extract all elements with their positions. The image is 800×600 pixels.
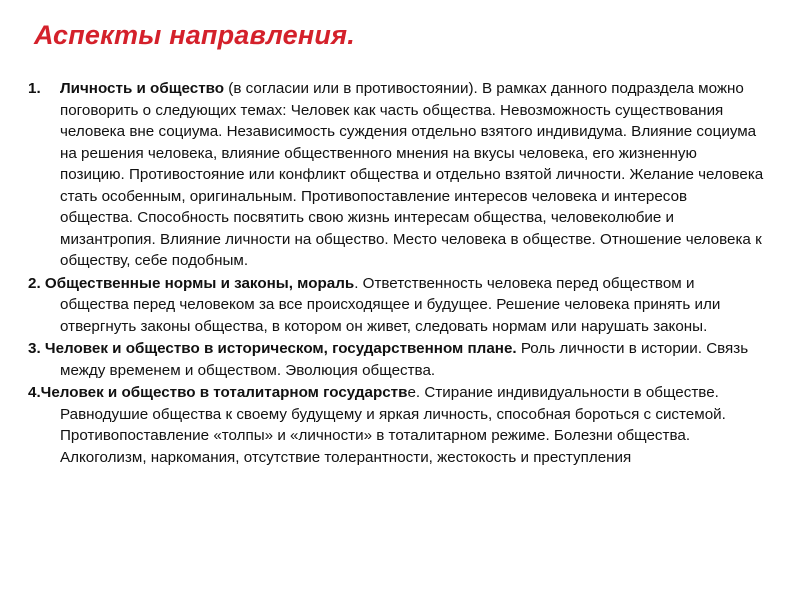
list-item-2	[28, 273, 764, 338]
item-text: е. Стирание индивидуальности в обществе. Равнодушие общества к своему будущему и яркая личность, способная бороться с системой. Противопоставление «толпы» и «личности» в тоталитарном режиме. Болезни общества. Алкоголизм, наркомания, отсутствие толерантности, жестокость и преступления	[60, 384, 726, 466]
list-item-1	[28, 78, 764, 272]
item-heading: Человек и общество в историческом, государственном плане.	[44, 340, 517, 357]
item-number: 3.	[28, 340, 41, 357]
list-item-3	[28, 338, 764, 381]
item-heading: Личность и общество	[60, 80, 225, 97]
aspects-list	[28, 78, 764, 468]
item-number: 1.	[28, 80, 41, 97]
item-number: 4.	[28, 384, 41, 401]
item-heading: Общественные нормы и законы, мораль	[44, 274, 355, 292]
item-heading: Человек и общество в тоталитарном государств	[40, 384, 408, 401]
slide-title: Аспекты направления.	[34, 20, 355, 50]
item-text: . Ответственность человека перед обществом и общества перед человеком за все происходящее и будущее. Решение человека принять или отвергнуть законы общества, в котором он живет, следовать нормам или нарушать законы.	[60, 274, 721, 335]
list-item-4	[28, 382, 764, 468]
item-text: (в согласии или в противостоянии). В рамках данного подраздела можно поговорить о следующих темах: Человек как часть общества. Невозможность существования человека вне социума. Независимость суждения отдельно взятого индивидума. Влияние социума на решения человека, влияние общественного мнения на вкусы человека, его жизненную позицию. Противостояние или конфликт общества и отдельно взятой личности. Желание человека стать особенным, оригинальным. Противопоставление интересов человека и интересов общества. Способность посвятить свою жизнь интересам общества, человеколюбие и мизантропия. Влияние личности на общество. Место человека в обществе. Отношение человека к обществу, себе подобным.	[60, 80, 764, 269]
item-text: Роль личности в истории. Связь между временем и обществом. Эволюция общества.	[60, 340, 749, 379]
item-number: 2.	[28, 274, 41, 292]
